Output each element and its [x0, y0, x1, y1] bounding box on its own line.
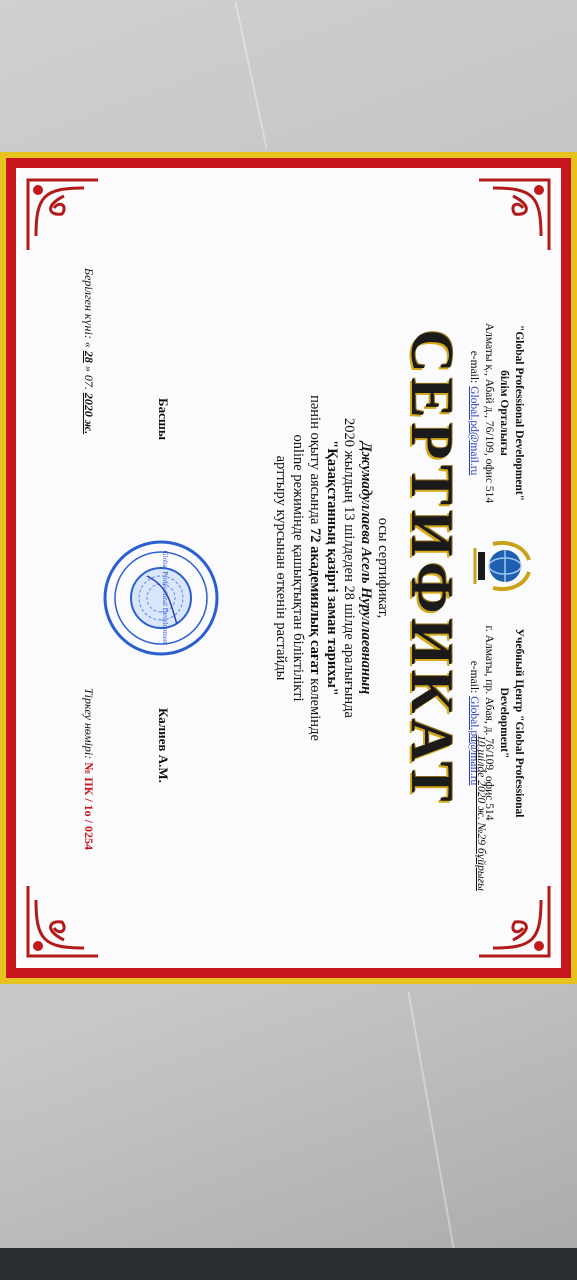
body-line: пәнін оқыту аясында 72 академиялық сағат көлемінде [307, 395, 323, 741]
head-label: Басшы [156, 398, 171, 440]
corner-ornament-icon [24, 176, 102, 254]
svg-text:Global Professional Developmen: Global Professional Development [161, 550, 169, 646]
corner-ornament-icon [475, 176, 553, 254]
head-name: Калиев А.М. [156, 708, 171, 783]
registration-number: Тіркеу нөмірі: № ПК / 1о / 0254 [82, 688, 96, 851]
body-line: online режимінде қашықтықтан біліктілікті [290, 434, 306, 702]
globe-logo-icon [471, 538, 533, 594]
order-note: 10 шілде 2020 ж. №29 бұйрығы [475, 735, 487, 891]
org-name-ru: Учебный Центр "Global Professional [513, 628, 525, 818]
corner-ornament-icon [24, 882, 102, 960]
org-email-ru: e-mail: Global.pd@mail.ru [468, 660, 480, 786]
org-header-kz [466, 308, 526, 518]
org-email-kz: e-mail: Global.pd@mail.ru [468, 350, 480, 476]
course-name: "Қазақстанның қазіргі заман тарихы" [324, 440, 340, 696]
certificate-title: СЕРТИФИКАТ [399, 329, 465, 807]
certificate [0, 152, 577, 984]
org-address-kz: Алматы қ., Абай д., 76/109, офис 514 [483, 322, 495, 504]
certificate-body [272, 228, 391, 908]
table-edge [0, 1248, 577, 1280]
floor-seam [407, 992, 454, 1248]
stamp-seal-icon [101, 538, 221, 658]
body-line: осы сертификат, [375, 517, 391, 619]
recipient-name: Джумадуллаева Асель Нуруллаевнаның [358, 441, 374, 695]
body-line: 2020 жылдың 13 шілдеден 28 шілде аралығында [341, 418, 357, 718]
body-line: арттыру курсынан өткенін растайды [273, 455, 289, 681]
certificate-content [16, 168, 561, 968]
org-unit-kz: білім Орталығы [498, 370, 510, 456]
floor-seam [234, 1, 267, 148]
org-address-ru: г. Алматы, пр. Абая, д. 76/109, офис 514 [483, 625, 495, 821]
issue-date: Берілген күні: « 28 » 07. 2020 ж. [82, 268, 96, 435]
org-name-ru-2: Development" [498, 687, 510, 759]
certificate-paper [16, 168, 561, 968]
org-name-kz: "Global Professional Development" [513, 324, 525, 502]
